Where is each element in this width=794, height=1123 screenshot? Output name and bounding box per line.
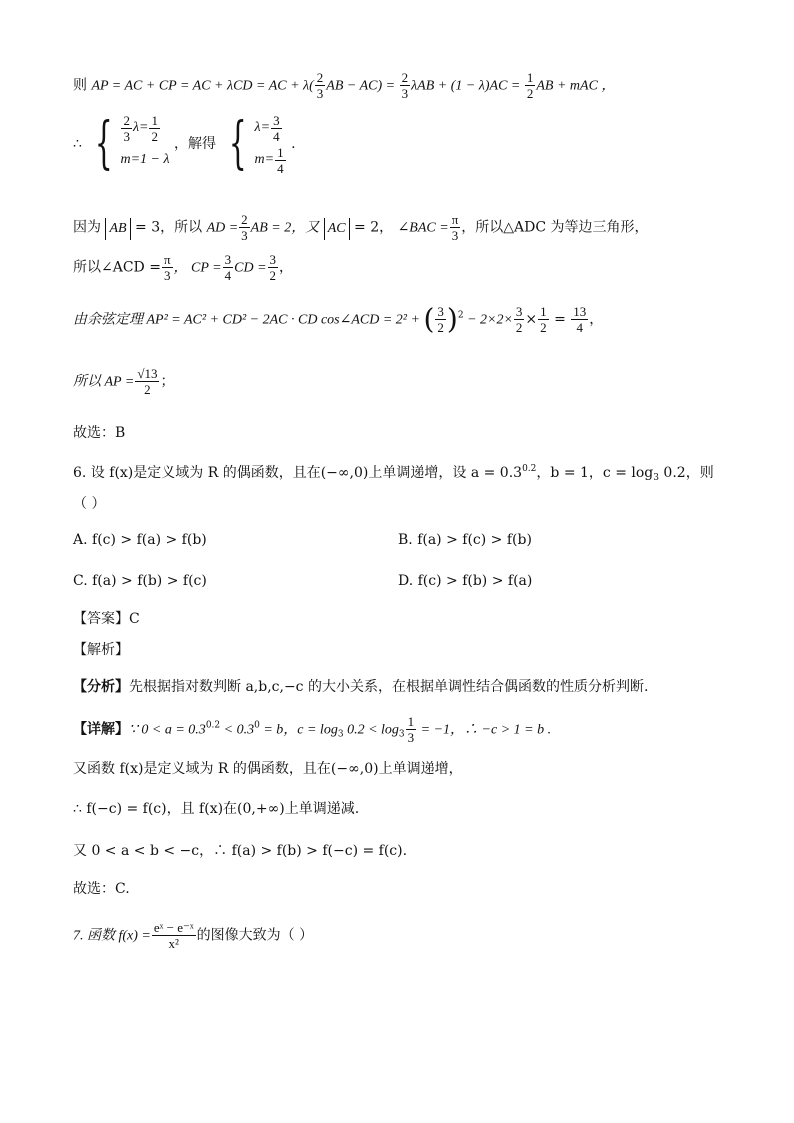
proof-conclusion: 故选：C. — [73, 881, 130, 897]
vector-equation-line — [73, 70, 615, 101]
equation-system: $\frac{2}{3}$ λ= $\frac{1}{2}$ m=1 − λ — [120, 112, 170, 167]
angle-line: 所以∠ACD = $\frac{\pi}{3}$ ， CP = $\frac{3}{4}$ CD = $\frac{3}{2}$ ， — [73, 252, 294, 283]
fraction: $\frac{2}{3}$ — [316, 70, 324, 101]
left-brace: { — [95, 111, 114, 176]
option-b[interactable]: B. f(a) > f(c) > f(b) — [398, 532, 532, 548]
choice-line: 故选：B — [73, 425, 126, 441]
question-6-stem: 6. 设 f(x)是定义域为 R 的偶函数，且在(−∞,0)上单调递增，设 $a = 0.3^{0.2}$，b = 1，$c = \log_3 0.2$，则 — [73, 464, 714, 483]
fenxi-line: 【分析】先根据指对数判断 a,b,c,−c 的大小关系，在根据单调性结合偶函数的性质分析判断. — [73, 679, 649, 695]
proof-line-3: 又 0 < a < b < −c，∴ f(a) > f(b) > f(−c) = f(c). — [73, 843, 408, 859]
solution-system: λ= $\frac{3}{4}$ m= $\frac{1}{4}$ — [254, 112, 284, 176]
answer-line: 【答案】C — [73, 611, 140, 627]
question-7-stem: 7. 函数 f(x) = $\frac{\text{eˣ − e⁻ˣ}}{\text{x²}}$ 的图像大致为（ ） — [73, 920, 314, 951]
proof-line-2: ∴ f(−c) = f(c)，且 f(x)在(0,+∞)上单调递减. — [73, 801, 360, 817]
magnitude-line: 因为 AB = 3，所以 AD = $\frac{2}{3}$ AB = 2，又 AC = 2， ∠BAC = $\frac{\pi}{3}$ ，所以△ADC 为等边三角形， — [73, 212, 649, 243]
fraction: $\frac{2}{3}$ — [401, 70, 409, 101]
vector-formula-part2: AB − AC) = — [326, 78, 399, 94]
vector-abs: AC — [324, 218, 350, 240]
equation-system-line: ∴ { $\frac{2}{3}$ λ= $\frac{1}{2}$ m=1 − λ ，解得 { λ= $\frac{3}{4}$ m= $\frac{1}{4}$ . — [73, 111, 296, 176]
option-c[interactable]: C. f(a) > f(b) > f(c) — [73, 573, 207, 589]
therefore-symbol: ∴ — [73, 136, 82, 152]
solve-text: ，解得 — [174, 136, 216, 152]
prefix-text: 则 — [73, 77, 87, 94]
option-a[interactable]: A. f(c) > f(a) > f(b) — [73, 532, 207, 548]
cosine-law-line: 由余弦定理 AP² = AC² + CD² − 2AC · CD cos∠ACD = 2² + ( $\frac{3}{2}$ )$^2$ − 2×2× $\frac{3}{2}$ × $\frac{1}{2}$ = $\frac{13}{4}$ ， — [73, 302, 604, 336]
vector-abs: AB — [105, 218, 130, 240]
option-d[interactable]: D. f(c) > f(b) > f(a) — [398, 573, 533, 589]
proof-line-1: 又函数 f(x)是定义域为 R 的偶函数，且在(−∞,0)上单调递增， — [73, 761, 463, 777]
question-6-paren: （ ） — [73, 496, 106, 512]
fraction: $\frac{1}{2}$ — [526, 70, 534, 101]
vector-formula-part4: AB + mAC ， — [536, 78, 616, 94]
vector-formula-part1: AP = AC + CP = AC + λCD = AC + λ( — [91, 78, 314, 94]
result-line: 所以 AP = $\frac{√13}{2}$ ； — [73, 366, 175, 397]
vector-formula-part3: λAB + (1 − λ)AC = — [411, 78, 524, 94]
left-brace: { — [229, 111, 248, 176]
xiangjie-line: 【详解】∵ $0 < a = 0.3^{0.2} < 0.3^0 = b$，$c = \log_3 0.2 < \log_3$ $\frac{1}{3}$ = −1，∴ −c > 1 = b . — [73, 714, 552, 745]
analysis-label: 【解析】 — [73, 642, 129, 658]
